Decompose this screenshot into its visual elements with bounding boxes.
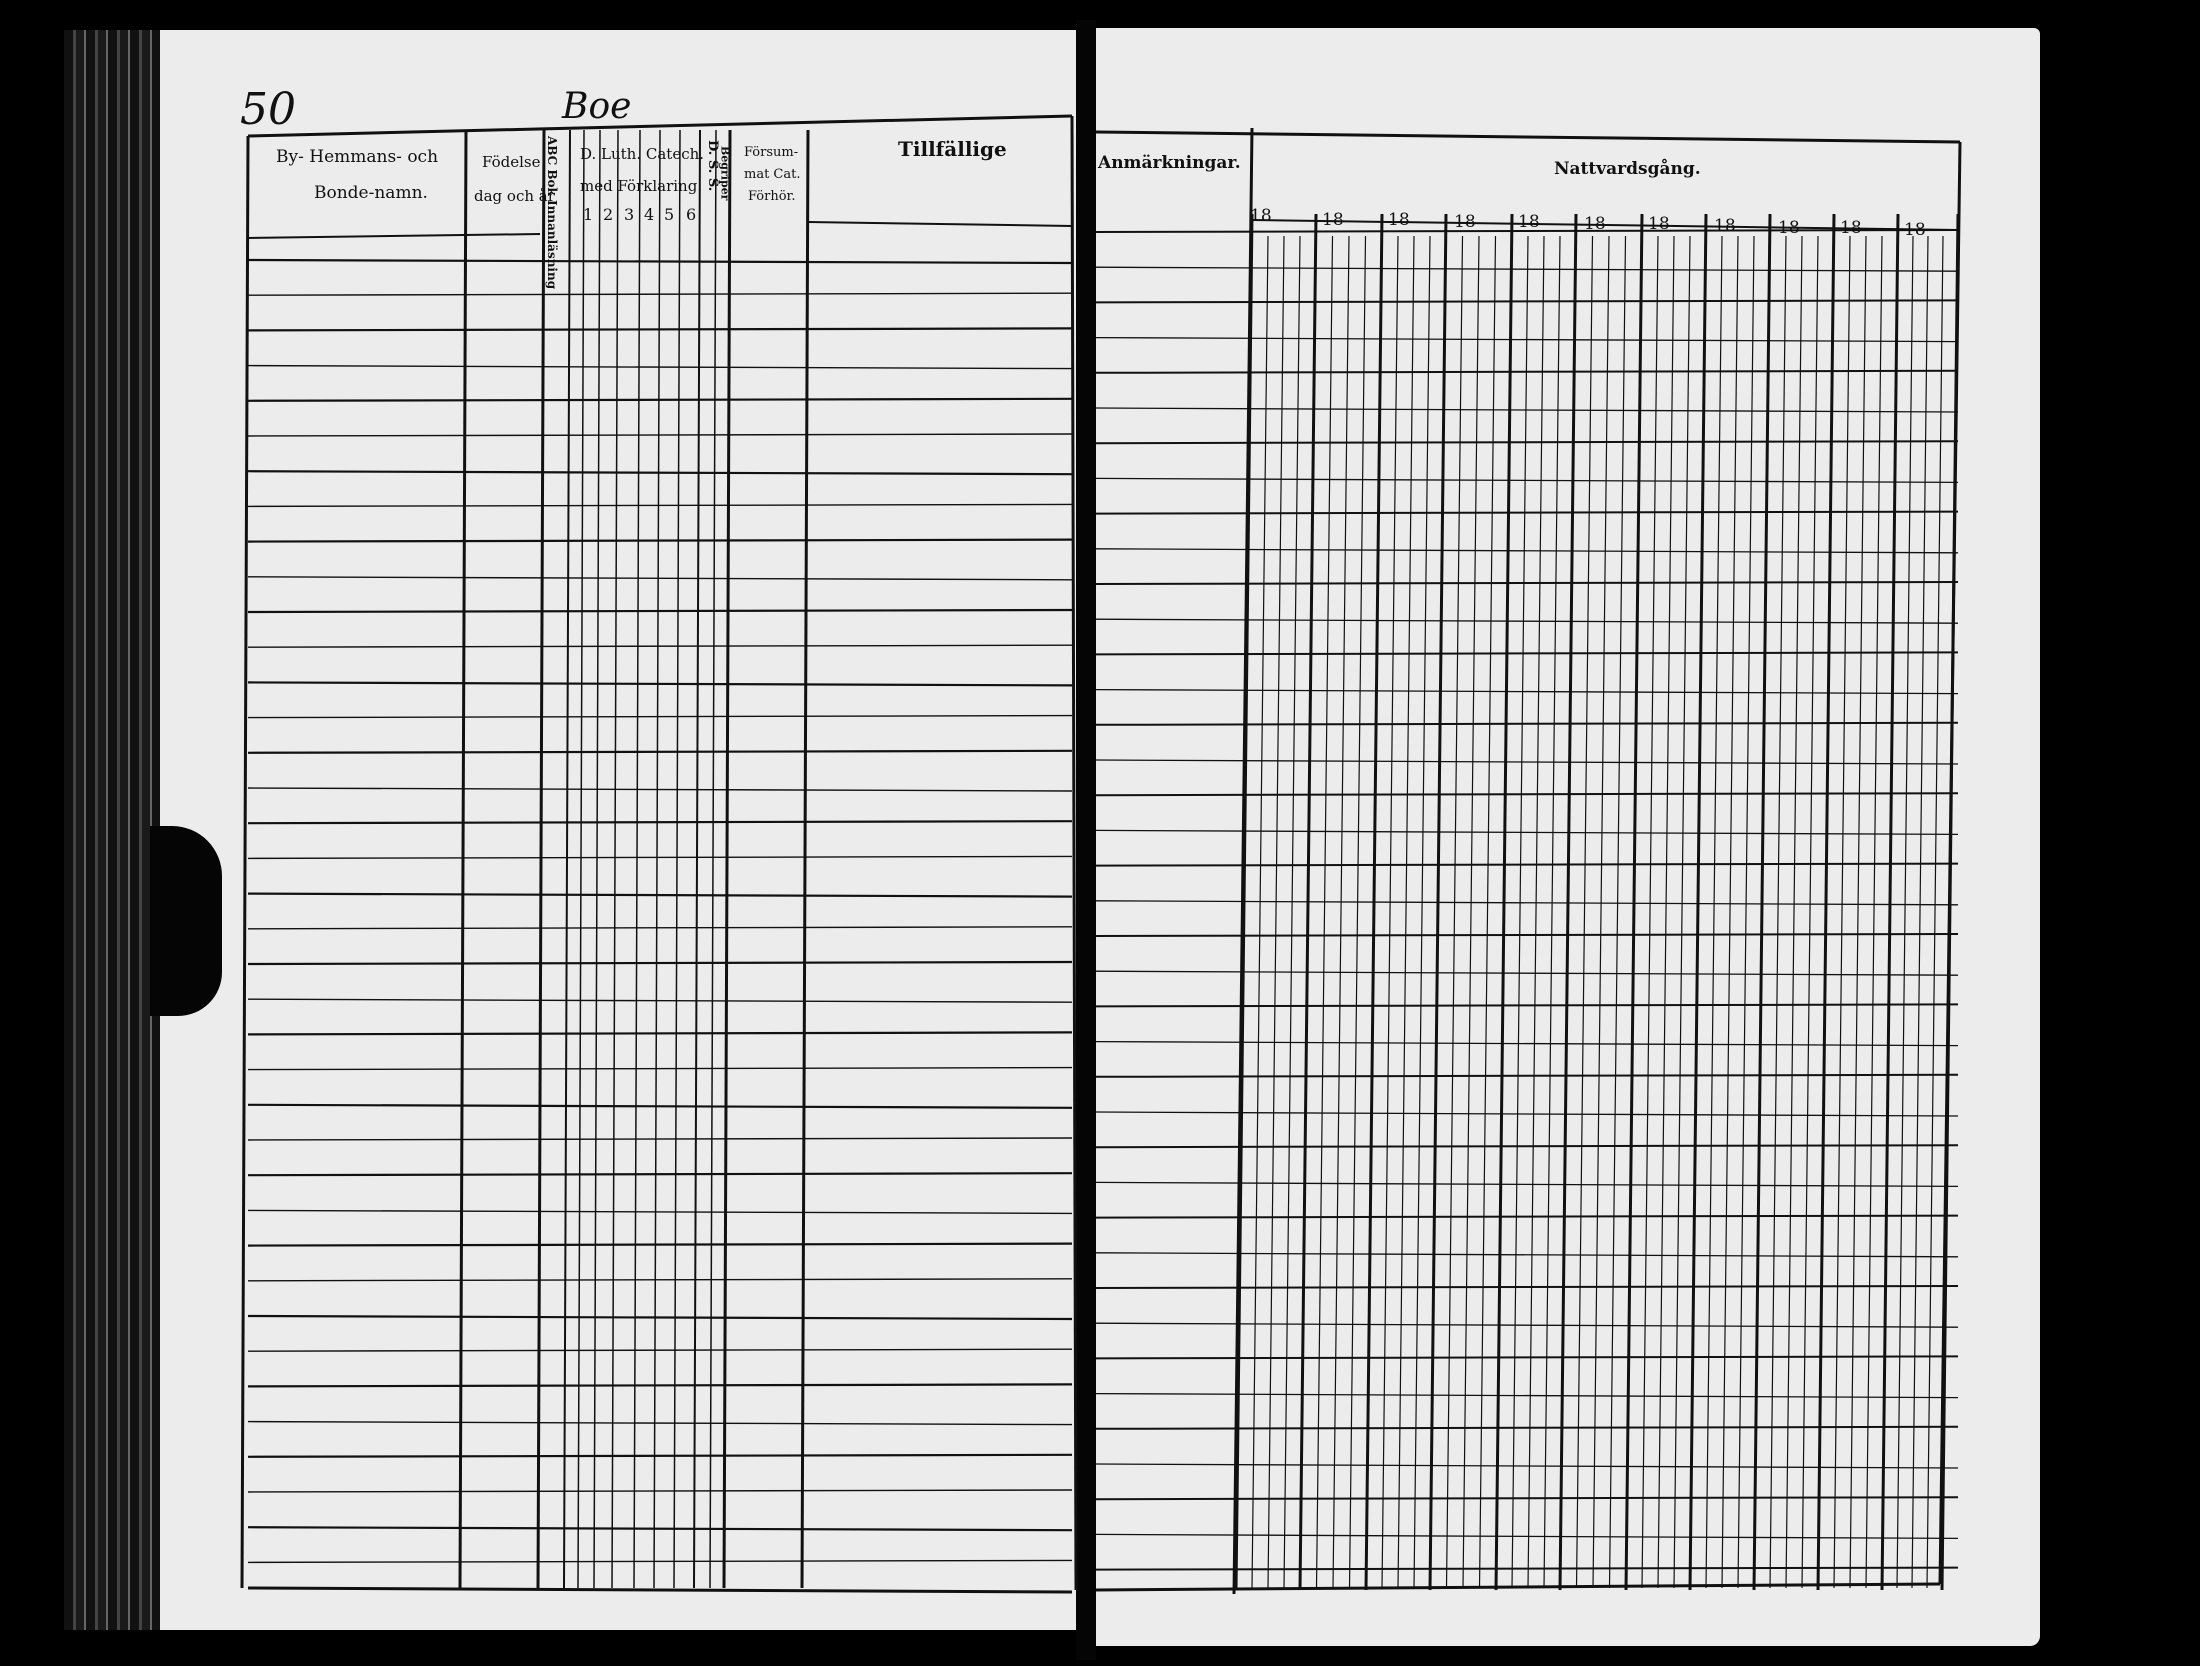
- left-vline: [538, 130, 544, 1588]
- header-name-line1: By- Hemmans- och: [276, 147, 439, 167]
- header-birth-line1: Födelse: [482, 153, 541, 171]
- left-vline: [674, 130, 680, 1588]
- left-vline: [694, 130, 700, 1588]
- left-row-rule: [248, 471, 1072, 474]
- year-group-divider: [1818, 214, 1834, 1590]
- right-row-rule: [1096, 1497, 1958, 1499]
- year-label-3: 18: [1388, 210, 1410, 230]
- left-row-rule: [248, 260, 1072, 263]
- left-row-rule: [248, 645, 1072, 647]
- right-row-rule: [1096, 901, 1958, 905]
- left-row-rule: [248, 540, 1072, 542]
- header-forsummat-line2: mat Cat.: [744, 167, 801, 182]
- header-dss-begripes: Begriper: [718, 146, 732, 201]
- left-header-rule: [248, 234, 540, 238]
- header-abc-book: ABC Bok Innanläsning: [544, 136, 559, 290]
- year-subcolumn: [1317, 236, 1333, 1588]
- left-vline: [612, 130, 618, 1588]
- year-group-divider: [1626, 214, 1642, 1590]
- year-subcolumn: [1544, 236, 1560, 1588]
- year-subcolumn: [1268, 236, 1284, 1588]
- year-subcolumn: [1722, 236, 1738, 1588]
- year-subcolumn: [1897, 236, 1913, 1588]
- right-row-rule: [1096, 971, 1958, 975]
- right-row-rule: [1096, 300, 1958, 302]
- left-row-rule: [248, 1316, 1072, 1319]
- right-row-rule: [1096, 1253, 1958, 1257]
- catechism-sub-1: 1: [583, 205, 594, 224]
- year-label-6: 18: [1584, 214, 1606, 234]
- left-row-rule: [248, 1244, 1072, 1246]
- left-row-rule: [248, 1138, 1072, 1140]
- header-birth-line2: dag och år: [474, 187, 555, 205]
- year-subcolumn: [1512, 236, 1528, 1588]
- right-bottom-border: [1096, 1584, 1940, 1590]
- left-row-rule: [248, 293, 1072, 295]
- right-row-rule: [1096, 830, 1958, 834]
- year-subcolumn: [1866, 236, 1882, 1588]
- right-row-rule: [1096, 1042, 1958, 1046]
- header-forsummat-line1: Försum-: [744, 145, 799, 160]
- left-vline: [724, 130, 730, 1588]
- year-group-divider: [1690, 214, 1706, 1590]
- header-tillfallige: Tillfällige: [898, 137, 1007, 161]
- year-subcolumn: [1738, 236, 1754, 1588]
- right-row-rule: [1096, 1394, 1958, 1398]
- right-row-rule: [1096, 441, 1958, 443]
- left-row-rule: [248, 1105, 1072, 1108]
- left-row-rule: [248, 1490, 1072, 1492]
- left-row-rule: [248, 577, 1072, 580]
- left-row-rule: [248, 856, 1072, 858]
- catechism-sub-3: 3: [624, 205, 635, 224]
- left-row-rule: [248, 682, 1072, 685]
- year-group-divider: [1754, 214, 1770, 1590]
- year-group-divider: [1882, 214, 1898, 1590]
- right-row-rule: [1096, 1323, 1958, 1327]
- left-row-rule: [248, 894, 1072, 897]
- left-row-rule: [248, 1560, 1072, 1562]
- header-catechism-line2: med Förklaring.: [580, 177, 703, 195]
- page-number: 50: [240, 84, 296, 135]
- year-subcolumn: [1658, 236, 1674, 1588]
- year-subcolumn: [1674, 236, 1690, 1588]
- right-row-rule: [1096, 1427, 1958, 1429]
- header-dss: D. S. S.: [704, 140, 720, 192]
- catechism-sub-5: 5: [664, 205, 675, 224]
- left-row-rule: [248, 1455, 1072, 1457]
- left-row-rule: [248, 1527, 1072, 1530]
- catechism-sub-6: 6: [686, 205, 697, 224]
- left-row-rule: [248, 1032, 1072, 1034]
- right-row-rule: [1096, 1464, 1958, 1468]
- year-subcolumn: [1786, 236, 1802, 1588]
- year-label-9: 18: [1778, 218, 1800, 238]
- left-row-rule: [248, 1384, 1072, 1386]
- catechism-sub-2: 2: [603, 205, 614, 224]
- year-group-divider: [1496, 214, 1512, 1590]
- left-vline: [578, 130, 584, 1588]
- header-name-line2: Bonde-namn.: [314, 183, 428, 203]
- right-row-rule: [1096, 1075, 1958, 1077]
- year-subcolumn: [1802, 236, 1818, 1588]
- right-row-rule: [1096, 934, 1958, 936]
- right-row-rule: [1096, 1568, 1958, 1570]
- year-subcolumn: [1398, 236, 1414, 1588]
- year-subcolumn: [1770, 236, 1786, 1588]
- right-row-rule: [1096, 1534, 1958, 1538]
- left-row-rule: [248, 788, 1072, 791]
- year-group-divider: [1942, 214, 1958, 1590]
- year-subcolumn: [1593, 236, 1609, 1588]
- right-row-rule: [1096, 1216, 1958, 1218]
- year-label-5: 18: [1518, 212, 1540, 232]
- header-catechism-line1: D. Luth. Catech.: [580, 145, 705, 163]
- left-vline: [710, 130, 716, 1588]
- left-row-rule: [248, 1068, 1072, 1070]
- left-row-rule: [248, 1279, 1072, 1281]
- year-subcolumn: [1350, 236, 1366, 1588]
- left-right-border: [1072, 116, 1076, 1590]
- left-row-rule: [248, 1349, 1072, 1351]
- year-subcolumn: [1333, 236, 1349, 1588]
- left-vline: [594, 130, 600, 1588]
- left-vline: [634, 130, 640, 1588]
- left-row-rule: [248, 504, 1072, 506]
- left-bottom-border: [248, 1588, 1072, 1592]
- left-vline: [242, 136, 248, 1588]
- right-row-rule: [1096, 1356, 1958, 1358]
- left-row-rule: [248, 821, 1072, 823]
- year-subcolumn: [1414, 236, 1430, 1588]
- year-label-4: 18: [1454, 212, 1476, 232]
- year-subcolumn: [1252, 236, 1268, 1588]
- year-subcolumn: [1912, 236, 1928, 1588]
- right-row-rule: [1096, 1112, 1958, 1116]
- year-label-10: 18: [1840, 218, 1862, 238]
- left-row-rule: [248, 1173, 1072, 1175]
- year-subcolumn: [1850, 236, 1866, 1588]
- year-subcolumn: [1642, 236, 1658, 1588]
- left-row-rule: [248, 610, 1072, 612]
- left-row-rule: [248, 366, 1072, 369]
- header-communion: Nattvardsgång.: [1554, 159, 1701, 179]
- right-row-rule: [1096, 371, 1958, 373]
- left-vline: [564, 130, 570, 1588]
- right-row-rule: [1096, 408, 1958, 412]
- tillfallige-header-rule: [808, 222, 1072, 226]
- left-vline: [802, 130, 808, 1588]
- year-subcolumn: [1480, 236, 1496, 1588]
- right-top-border: [1096, 132, 1960, 142]
- right-row-rule: [1096, 864, 1958, 866]
- year-group-divider: [1560, 214, 1576, 1590]
- place-name: Boe: [562, 86, 632, 127]
- right-row-rule: [1096, 1182, 1958, 1186]
- right-row-rule: [1096, 1145, 1958, 1147]
- year-label-8: 18: [1714, 216, 1736, 236]
- right-row-rule: [1096, 478, 1958, 482]
- left-vline: [654, 130, 660, 1588]
- year-subcolumn: [1284, 236, 1300, 1588]
- right-row-rule: [1096, 1004, 1958, 1006]
- right-row-rule: [1096, 1286, 1958, 1288]
- left-row-rule: [248, 1210, 1072, 1213]
- left-row-rule: [248, 328, 1072, 330]
- year-label-2: 18: [1322, 210, 1344, 230]
- year-subcolumn: [1577, 236, 1593, 1588]
- right-row-rule: [1096, 512, 1958, 514]
- left-row-rule: [248, 399, 1072, 401]
- year-subcolumn: [1447, 236, 1463, 1588]
- year-subcolumn: [1610, 236, 1626, 1588]
- year-subcolumn: [1927, 236, 1943, 1588]
- left-row-rule: [248, 962, 1072, 964]
- year-subcolumn: [1463, 236, 1479, 1588]
- left-row-rule: [248, 999, 1072, 1002]
- left-row-rule: [248, 434, 1072, 436]
- year-subcolumn: [1834, 236, 1850, 1588]
- header-forsummat-line3: Förhör.: [748, 189, 796, 204]
- header-remarks: Anmärkningar.: [1098, 153, 1241, 173]
- left-row-rule: [248, 716, 1072, 718]
- year-label-1: 18: [1250, 206, 1272, 226]
- year-label-11: 18: [1904, 220, 1926, 240]
- left-vline: [460, 130, 466, 1588]
- year-subcolumn: [1528, 236, 1544, 1588]
- year-label-7: 18: [1648, 214, 1670, 234]
- year-subcolumn: [1382, 236, 1398, 1588]
- left-row-rule: [248, 751, 1072, 753]
- left-row-rule: [248, 927, 1072, 929]
- year-subcolumn: [1706, 236, 1722, 1588]
- catechism-sub-4: 4: [644, 205, 655, 224]
- left-row-rule: [248, 1422, 1072, 1425]
